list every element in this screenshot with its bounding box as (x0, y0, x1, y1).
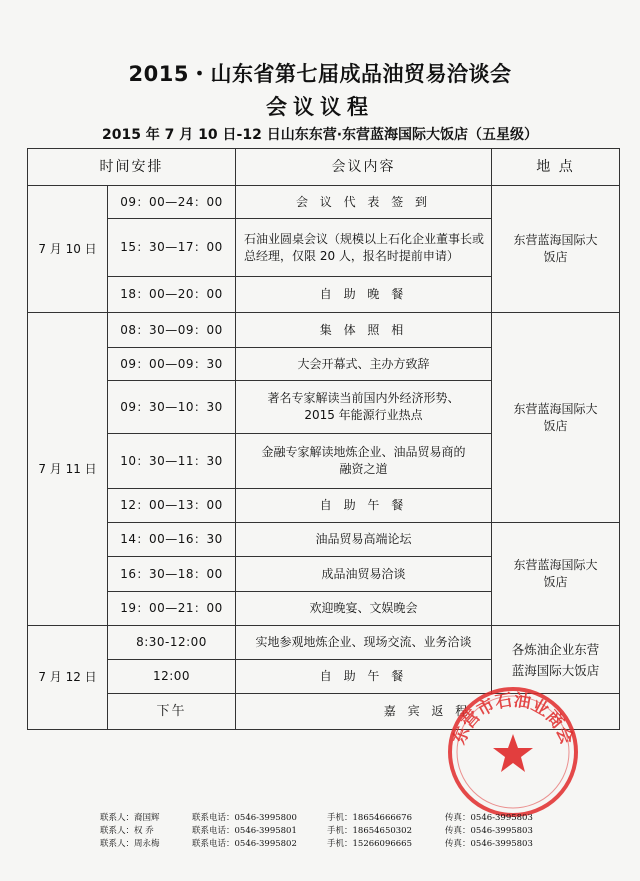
row-content: 成品油贸易洽谈 (236, 557, 492, 592)
table-row (28, 626, 620, 660)
row-time: 08：30—09：00 (108, 313, 236, 348)
row-time: 12：00—13：00 (108, 489, 236, 523)
row-time: 下午 (108, 694, 236, 730)
contact-mobile: 手机：15266096665 (327, 839, 412, 849)
contact-list (100, 812, 620, 851)
row-content-text: 著名专家解读当前国内外经济形势、2015 年能源行业热点 (267, 391, 460, 422)
contact-fax: 传真：0546-3995803 (445, 839, 533, 849)
contact-name: 联系人：裔国辉 (100, 813, 160, 823)
event-info: 2015 年 7 月 10 日-12 日山东东营·东营蓝海国际大饭店（五星级） (101, 127, 539, 143)
contact-row (100, 812, 620, 825)
row-time: 09：30—10：30 (108, 381, 236, 434)
day-date: 7 月 12 日 (28, 626, 108, 730)
contact-phone: 联系电话：0546-3995800 (192, 813, 297, 823)
row-content: 自 助 晚 餐 (236, 277, 492, 313)
table-row (28, 523, 620, 557)
table-row (28, 313, 620, 348)
row-content: 油品贸易高端论坛 (236, 523, 492, 557)
contact-row (100, 825, 620, 838)
row-content: 石油业圆桌会议（规模以上石化企业董事长或总经理，仅限 20 人，报名时提前申请） (236, 219, 492, 277)
seal-text: 东营市石油业商会 (449, 690, 577, 748)
contact-phone: 联系电话：0546-3995801 (192, 826, 297, 836)
contact-name: 联系人：权 乔 (100, 826, 154, 836)
row-time: 12:00 (108, 660, 236, 694)
header-content: 会议内容 (236, 149, 492, 186)
agenda-table (27, 148, 620, 730)
company-seal (443, 682, 583, 822)
agenda-subtitle: 会议议程 (266, 95, 374, 119)
contact-fax: 传真：0546-3995803 (445, 813, 533, 823)
venue-text: 东营蓝海国际大饭店 (513, 401, 598, 433)
row-content (236, 381, 492, 434)
row-time: 09：00—09：30 (108, 348, 236, 381)
row-time: 16：30—18：00 (108, 557, 236, 592)
header-time: 时间安排 (28, 149, 236, 186)
row-time: 09：00—24：00 (108, 186, 236, 219)
row-content: 自 助 午 餐 (236, 489, 492, 523)
day-venue (492, 313, 620, 523)
row-content: 自 助 午 餐 (236, 660, 492, 694)
day-date: 7 月 10 日 (28, 186, 108, 313)
table-header-row (28, 149, 620, 186)
venue-text: 东营蓝海国际大饭店 (513, 558, 598, 589)
venue-text: 各炼油企业东营蓝海国际大饭店 (511, 641, 600, 678)
contact-name: 联系人：周永梅 (100, 839, 160, 849)
contact-mobile: 手机：18654650302 (327, 826, 412, 836)
header-venue: 地 点 (492, 149, 620, 186)
row-content: 会 议 代 表 签 到 (236, 186, 492, 219)
row-time: 15：30—17：00 (108, 219, 236, 277)
day-date: 7 月 11 日 (28, 313, 108, 626)
row-content: 大会开幕式、主办方致辞 (236, 348, 492, 381)
row-content: 欢迎晚宴、文娱晚会 (236, 592, 492, 626)
row-content: 集 体 照 相 (236, 313, 492, 348)
row-content-text: 金融专家解读地炼企业、油品贸易商的融资之道 (261, 445, 466, 476)
row-content: 嘉 宾 返 程 (236, 694, 620, 730)
row-content (236, 434, 492, 489)
row-content: 实地参观地炼企业、现场交流、业务洽谈 (236, 626, 492, 660)
row-time: 18：00—20：00 (108, 277, 236, 313)
contact-phone: 联系电话：0546-3995802 (192, 839, 297, 849)
row-time: 19：00—21：00 (108, 592, 236, 626)
day-venue (492, 186, 620, 313)
day-venue (492, 523, 620, 626)
agenda-title: 2015・山东省第七届成品油贸易洽谈会 (128, 62, 512, 86)
contact-row (100, 838, 620, 851)
row-time: 10：30—11：30 (108, 434, 236, 489)
row-time: 8:30-12:00 (108, 626, 236, 660)
contact-mobile: 手机：18654666676 (327, 813, 412, 823)
table-row (28, 186, 620, 219)
contact-fax: 传真：0546-3995803 (445, 826, 533, 836)
venue-text: 东营蓝海国际大饭店 (513, 233, 598, 264)
seal-star-icon (493, 734, 533, 772)
row-time: 14：00—16：30 (108, 523, 236, 557)
